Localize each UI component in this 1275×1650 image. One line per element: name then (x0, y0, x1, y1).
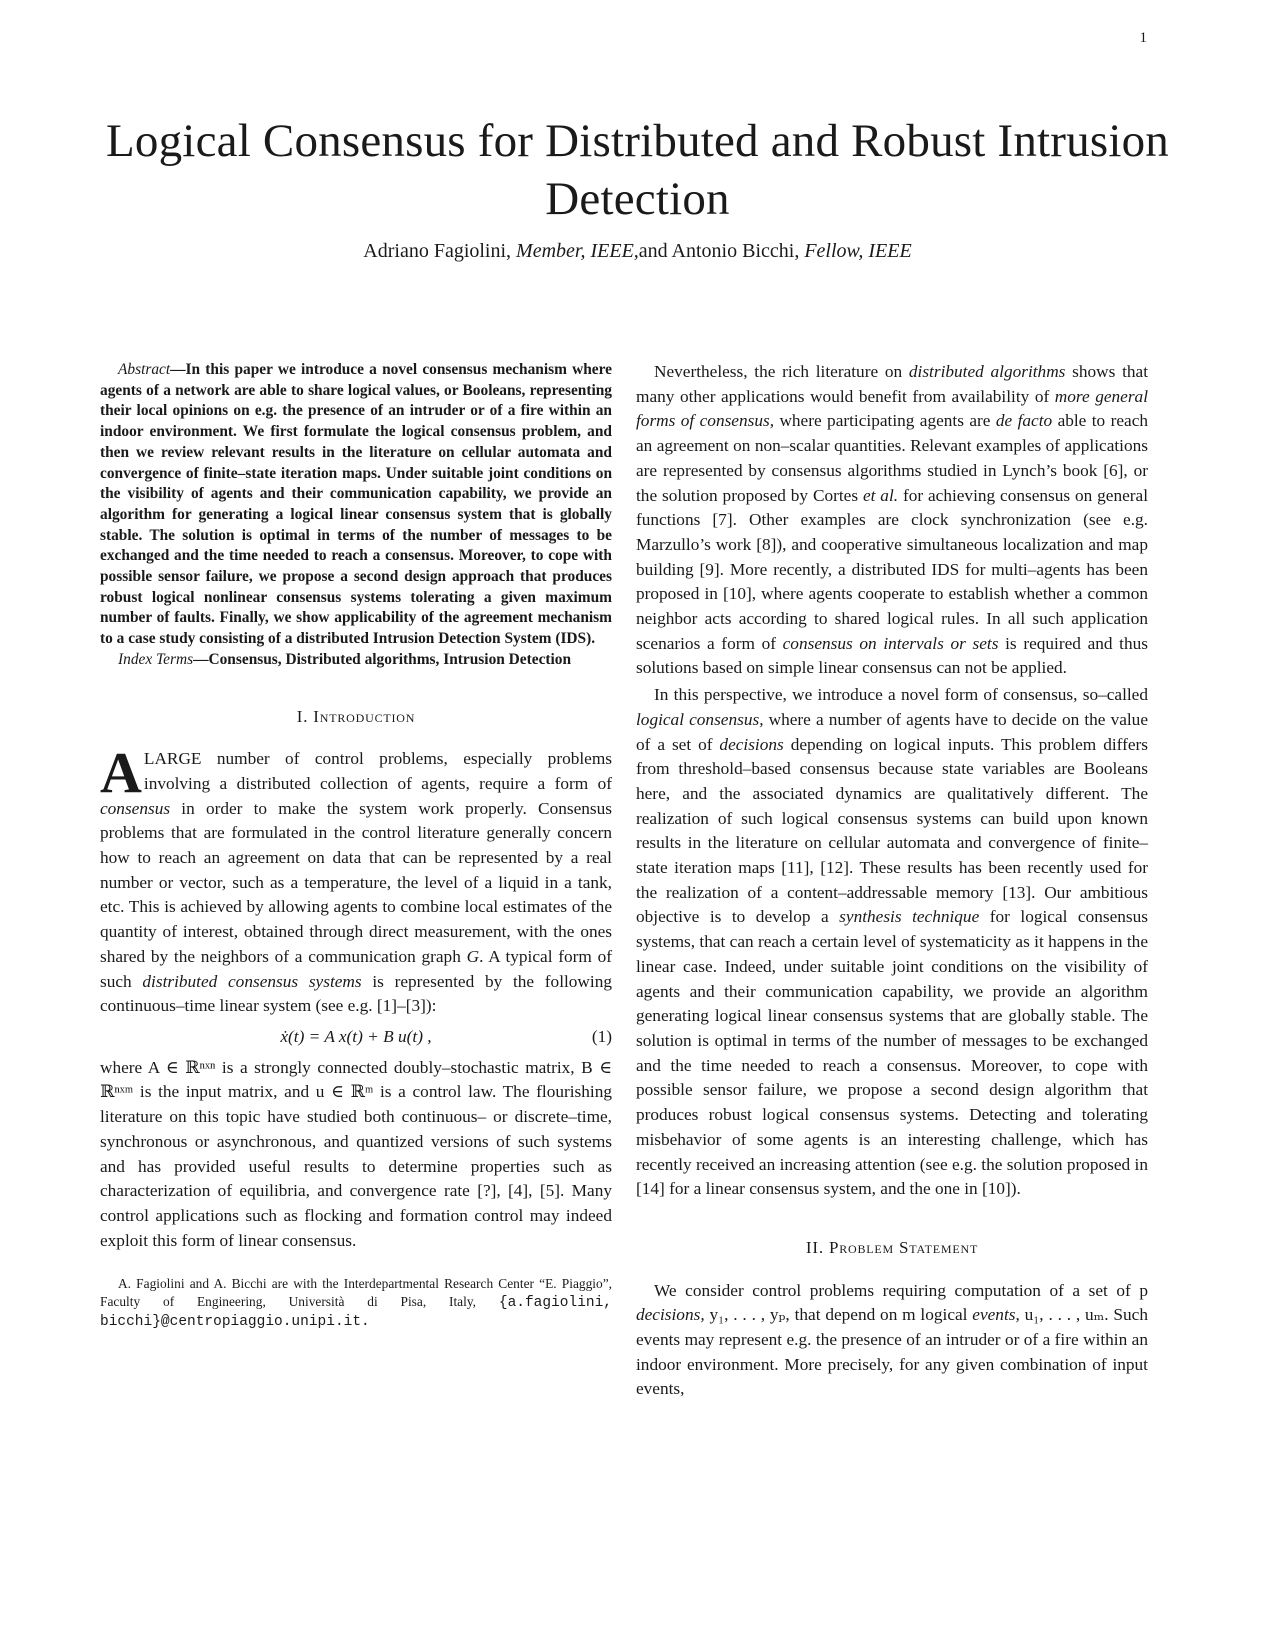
r1-em1: distributed algorithms (908, 362, 1066, 381)
footnote-text: A. Fagiolini and A. Bicchi are with the Interdepartmental Research Center “E. Piaggio”, Faculty of Engineering, Università di Pisa, Italy, (100, 1276, 612, 1309)
r1-b: shows that many other applications would benefit from availability of (636, 362, 1148, 406)
section-heading-problem-statement: II. Problem Statement (805, 1237, 979, 1257)
r3-c: u₁, . . . , uₘ. Such events may represent e.g. the presence of an intruder or of a fire within an indoor environment. More precisely, for any given combination of input events, (636, 1305, 1148, 1399)
author-line (100, 240, 1175, 263)
r1-d: able to reach an agreement on non–scalar quantities. Relevant examples of applications are represented by consensus algorithms studied in Lynch’s book [6], or the solution proposed by Cortes (636, 411, 1149, 505)
r1-e: for achieving consensus on general functions [7]. Other examples are clock synchronization (see e.g. Marzullo’s work [8]), and cooperative simultaneous localization and map building [9]. More recently, a distributed IDS for multi–agents has been proposed in [10], where agents cooperate to establish whether a common neighbor acts according to shared logical rules. In all such application scenarios a form of (636, 485, 1148, 653)
intro-text-a: LARGE number of control problems, especially problems involving a distributed collection of agents, require a form of (143, 749, 612, 793)
right-column (636, 360, 1148, 1402)
intro-text-c: . A typical form of such (100, 946, 612, 991)
r2-a: In this perspective, we introduce a novel form of consensus, so–called (654, 685, 1148, 705)
intro-emph-systems: distributed consensus systems (142, 971, 362, 991)
equation-1 (100, 1025, 612, 1050)
intro-paragraph-1 (100, 740, 612, 1019)
r2-em2: decisions (719, 734, 784, 754)
author-2-role: Fellow, IEEE (804, 240, 912, 262)
intro-text-d: is represented by the following continuous–time linear system (see e.g. [1]–[3]): (100, 971, 612, 1016)
left-column (100, 360, 612, 1332)
r2-em1: logical consensus, (636, 709, 764, 729)
footnote-emails: {a.fagiolini, bicchi}@centropiaggio.unipi.it. (100, 1294, 612, 1331)
equation-body: ẋ(t) = A x(t) + B u(t) , (280, 1026, 432, 1046)
page-number: 1 (1139, 30, 1147, 46)
equation-number: (1) (591, 1026, 612, 1046)
r1-a: Nevertheless, the rich literature on (654, 362, 909, 381)
drop-cap: A (100, 740, 142, 806)
r1-em2: more general forms of consensus, (636, 386, 1149, 431)
r2-b: where a number of agents have to decide on the value of a set of (636, 709, 1148, 754)
right-paragraph-1 (636, 360, 1148, 681)
intro-text-b: in order to make the system work properly. Consensus problems that are formulated in the control literature generally concern how to reach an agreement on data that can be represented by a real number or vector, such as a temperature, the level of a liquid in a tank, etc. This is achieved by allowing agents to combine local estimates of the quantity of interest, obtained through direct measurement, with the ones shared by the neighbors of a communication graph (100, 798, 612, 966)
r3-b: y₁, . . . , yₚ, that depend on m logical (704, 1305, 973, 1325)
r2-em3: synthesis technique (839, 907, 980, 927)
intro-graph-symbol: G (466, 946, 480, 966)
abstract-label: Abstract (118, 361, 171, 378)
r1-em3: de facto (995, 411, 1053, 431)
r1-em4: et al. (862, 485, 899, 505)
r1-c: where participating agents are (774, 411, 996, 431)
author-joiner: and Antonio Bicchi, (638, 240, 800, 262)
r3-em2: events, (972, 1305, 1020, 1325)
index-terms-label: Index Terms (118, 650, 194, 668)
author-footnote (100, 1275, 612, 1332)
right-paragraph-2 (636, 683, 1148, 1202)
right-paragraph-3 (636, 1279, 1148, 1403)
r2-c: depending on logical inputs. This problem differs from threshold–based consensus because state variables are Booleans here, and the associated dynamics are qualitatively different. The realization of such logical consensus systems can build upon known results in the literature on cellular automata and convergence of finite–state iteration maps [11], [12]. These results has been recently used for the realization of a content–addressable memory [13]. Our ambitious objective is to develop a (636, 734, 1148, 927)
r3-a: We consider control problems requiring computation of a set of p (654, 1280, 1148, 1300)
r2-d: for logical consensus systems, that can reach a certain level of systematicity as it happens in the linear case. Indeed, under suitable joint conditions on the visibility of agents and their communication capability, we provide an algorithm generating logical linear consensus systems that are globally stable. The solution is optimal in terms of the number of messages to be exchanged and the time needed to reach a consensus. Moreover, to cope with possible sensor failure, we propose a second design algorithm that produces robust logical consensus systems. Detecting and tolerating misbehavior of some agents is an interesting challenge, which has recently received an increasing attention (see e.g. the solution proposed in [14] for a linear consensus system, and the one in [10]). (636, 907, 1148, 1199)
intro-emph-consensus: consensus (100, 798, 171, 818)
author-1: Adriano Fagiolini, (363, 240, 512, 262)
r1-em5: consensus on intervals or sets (782, 633, 999, 653)
index-terms (100, 650, 612, 671)
paper-title: Logical Consensus for Distributed and Robust Intrusion Detection (106, 115, 1169, 225)
r3-em1: decisions, (636, 1305, 705, 1325)
intro-paragraph-2: where A ∈ ℝⁿˣⁿ is a strongly connected doubly–stochastic matrix, B ∈ ℝⁿˣᵐ is the input matrix, and u ∈ ℝᵐ is a control law. The flourishing literature on this topic have studied both continuous– or discrete–time, synchronous or asynchronous, and quantized versions of such systems and has provided useful results to determine properties such as characterization of equilibria, and convergence rate [?], [4], [5]. Many control applications such as flocking and formation control may indeed exploit this form of linear consensus. (100, 1057, 612, 1250)
index-terms-text: —Consensus, Distributed algorithms, Intrusion Detection (193, 650, 572, 668)
author-1-role: Member, IEEE, (516, 240, 639, 262)
r1-f: is required and thus solutions based on simple linear consensus can not be applied. (636, 633, 1148, 678)
abstract-text: —In this paper we introduce a novel consensus mechanism where agents of a network are able to share logical values, or Booleans, representing their local opinions on e.g. the presence of an intruder or of a fire within an indoor environment. We first formulate the logical consensus problem, and then we review relevant results in the literature on cellular automata and convergence of finite–state iteration maps. Under suitable joint conditions on the visibility of agents and their communication capability, we provide an algorithm for generating a logical linear consensus system that is globally stable. The solution is optimal in terms of the number of messages to be exchanged and the time needed to reach a consensus. Moreover, to cope with possible sensor failure, we propose a second design approach that produces robust logical nonlinear consensus systems tolerating a given maximum number of faults. Finally, we show applicability of the agreement mechanism to a case study consisting of a distributed Intrusion Detection System (IDS). (100, 361, 612, 648)
section-heading-introduction: I. Introduction (296, 706, 416, 726)
abstract (100, 360, 612, 650)
